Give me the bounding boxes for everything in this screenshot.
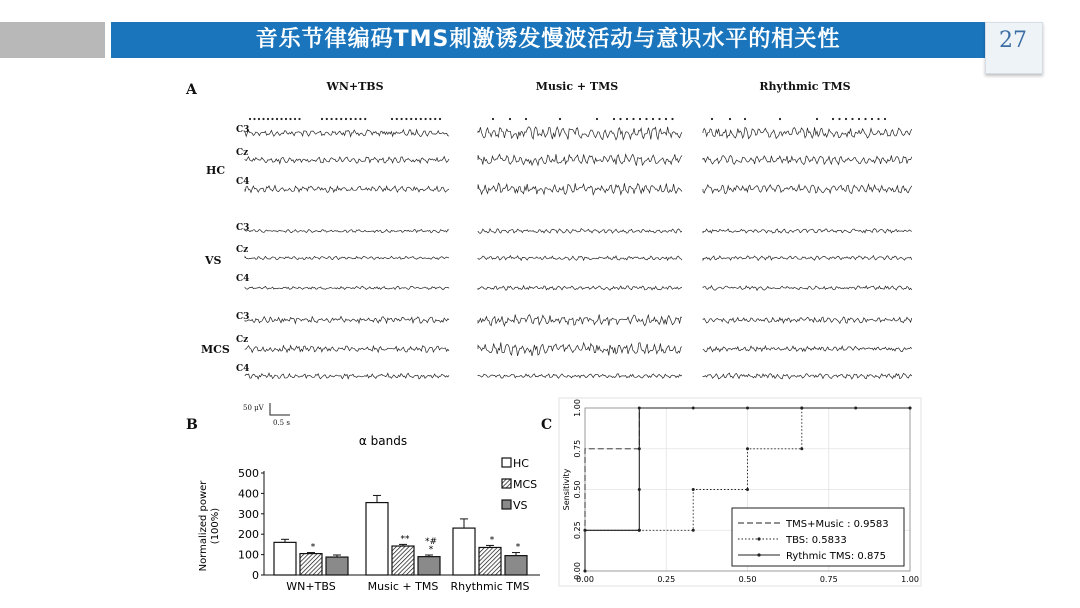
significance-mark: * bbox=[310, 542, 316, 553]
stimulus-dot bbox=[492, 118, 494, 120]
x-tick-label: 0.50 bbox=[738, 575, 757, 584]
roc-point bbox=[800, 447, 803, 450]
stimulus-dot bbox=[355, 118, 357, 120]
slide-title: 音乐节律编码TMS刺激诱发慢波活动与意识水平的相关性 bbox=[255, 27, 841, 52]
stimulus-dot bbox=[434, 118, 436, 120]
channel-label: C3 bbox=[236, 125, 250, 135]
scale-time-label: 0.5 s bbox=[273, 419, 290, 427]
stimulus-dot bbox=[639, 118, 641, 120]
stimulus-dot bbox=[652, 118, 654, 120]
roc-point bbox=[692, 529, 695, 532]
group-label-vs: VS bbox=[205, 254, 222, 267]
stimulus-dot bbox=[645, 118, 647, 120]
eeg-trace bbox=[245, 230, 449, 233]
significance-mark: * bbox=[515, 542, 521, 553]
legend-swatch bbox=[502, 458, 511, 467]
eeg-trace bbox=[478, 127, 682, 140]
y-tick-label: 0.00 bbox=[573, 562, 582, 580]
eeg-trace bbox=[703, 127, 912, 138]
stimulus-dot bbox=[249, 118, 251, 120]
stimulus-dot bbox=[838, 118, 840, 120]
bar bbox=[326, 557, 348, 575]
y-tick-label: 0 bbox=[252, 569, 259, 582]
stimulus-dot bbox=[276, 118, 278, 120]
eeg-trace bbox=[245, 186, 449, 193]
significance-mark: * bbox=[489, 535, 495, 546]
stimulus-dot bbox=[298, 118, 300, 120]
roc-point bbox=[638, 488, 641, 491]
channel-label: C4 bbox=[236, 364, 250, 374]
stimulus-dot bbox=[405, 118, 407, 120]
eeg-trace bbox=[703, 256, 912, 261]
significance-mark: * bbox=[428, 545, 434, 556]
stimulus-dot bbox=[321, 118, 323, 120]
roc-point bbox=[638, 447, 641, 450]
legend-swatch bbox=[502, 479, 511, 488]
roc-point bbox=[746, 447, 749, 450]
roc-point bbox=[746, 488, 749, 491]
bar bbox=[479, 547, 501, 575]
roc-chart bbox=[555, 396, 925, 588]
x-tick-label: Music + TMS bbox=[367, 580, 439, 593]
bar bbox=[366, 503, 388, 575]
eeg-trace bbox=[703, 286, 912, 291]
stimulus-dot bbox=[851, 118, 853, 120]
stimulus-dot bbox=[559, 118, 561, 120]
group-label-hc: HC bbox=[206, 164, 226, 177]
scale-voltage-label: 50 μV bbox=[243, 404, 264, 412]
eeg-trace bbox=[245, 130, 449, 137]
stimulus-dot bbox=[280, 118, 282, 120]
bar bbox=[300, 554, 322, 575]
stimulus-dot bbox=[335, 118, 337, 120]
eeg-trace bbox=[478, 286, 682, 291]
channel-label: C3 bbox=[236, 223, 250, 233]
stimulus-dot bbox=[619, 118, 621, 120]
stimulus-dot bbox=[396, 118, 398, 120]
stimulus-dot bbox=[884, 118, 886, 120]
significance-mark: *# bbox=[424, 537, 438, 548]
stimulus-dot bbox=[350, 118, 352, 120]
channel-label: C4 bbox=[236, 177, 250, 187]
stimulus-dot bbox=[613, 118, 615, 120]
stimulus-dot bbox=[711, 118, 713, 120]
stimulus-dot bbox=[410, 118, 412, 120]
roc-point bbox=[854, 407, 857, 410]
x-tick-label: 0.25 bbox=[657, 575, 676, 584]
stimulus-dot bbox=[779, 118, 781, 120]
channel-label: Cz bbox=[236, 245, 249, 255]
stimulus-dot bbox=[258, 118, 260, 120]
condition-title-rhythmic-tms: Rhythmic TMS bbox=[759, 80, 851, 93]
roc-point bbox=[584, 529, 587, 532]
stimulus-dot bbox=[253, 118, 255, 120]
panel-a-letter: A bbox=[186, 82, 197, 98]
legend-marker bbox=[757, 553, 760, 556]
y-tick-label: 300 bbox=[238, 507, 259, 521]
x-tick-label: 1.00 bbox=[901, 575, 919, 584]
stimulus-dot bbox=[289, 118, 291, 120]
stimulus-dot bbox=[632, 118, 634, 120]
eeg-trace bbox=[245, 157, 449, 164]
eeg-trace bbox=[478, 342, 682, 356]
stimulus-dot bbox=[345, 118, 347, 120]
stimulus-dot bbox=[326, 118, 328, 120]
stimulus-dot bbox=[425, 118, 427, 120]
legend-marker bbox=[757, 537, 760, 540]
stimulus-dot bbox=[359, 118, 361, 120]
eeg-trace bbox=[245, 346, 449, 353]
stimulus-dot bbox=[401, 118, 403, 120]
x-tick-label: 0.00 bbox=[576, 575, 594, 584]
eeg-trace bbox=[478, 374, 682, 378]
stimulus-dot bbox=[729, 118, 731, 120]
y-axis-label: Normalized power(100%) bbox=[198, 480, 221, 572]
y-tick-label: 200 bbox=[238, 528, 259, 542]
scale-bar bbox=[268, 402, 292, 418]
channel-label: C3 bbox=[236, 312, 250, 322]
y-tick-label: 400 bbox=[238, 487, 259, 501]
stimulus-dot bbox=[391, 118, 393, 120]
channel-label: Cz bbox=[236, 148, 249, 158]
chart-title: α bands bbox=[358, 434, 408, 448]
stimulus-dot bbox=[596, 118, 598, 120]
eeg-trace bbox=[703, 317, 912, 324]
stimulus-dot bbox=[294, 118, 296, 120]
bar bbox=[392, 546, 414, 575]
y-tick-label: 0.50 bbox=[573, 480, 582, 499]
stimulus-dot bbox=[420, 118, 422, 120]
stimulus-dot bbox=[665, 118, 667, 120]
roc-point bbox=[692, 488, 695, 491]
stimulus-dot bbox=[364, 118, 366, 120]
bar bbox=[505, 556, 527, 575]
eeg-trace bbox=[478, 154, 682, 165]
legend-label: TBS: 0.5833 bbox=[786, 535, 847, 546]
legend-label: MCS bbox=[513, 478, 538, 491]
eeg-trace bbox=[703, 346, 912, 352]
bar bbox=[274, 542, 296, 575]
y-tick-label: 0.25 bbox=[573, 521, 582, 540]
eeg-trace bbox=[245, 317, 449, 324]
eeg-trace bbox=[245, 286, 449, 290]
eeg-trace bbox=[478, 229, 682, 234]
y-axis-label: Sensitivity bbox=[562, 468, 571, 511]
stimulus-dot bbox=[845, 118, 847, 120]
legend-swatch bbox=[502, 500, 511, 509]
stimulus-dot bbox=[816, 118, 818, 120]
eeg-trace bbox=[703, 373, 912, 379]
bar bbox=[453, 528, 475, 575]
eeg-trace bbox=[478, 256, 682, 261]
eeg-trace bbox=[478, 183, 682, 195]
eeg-trace bbox=[478, 314, 682, 326]
stimulus-dot bbox=[658, 118, 660, 120]
page-number: 27 bbox=[999, 28, 1027, 53]
y-tick-label: 0.75 bbox=[573, 439, 582, 458]
channel-label: C4 bbox=[236, 274, 250, 284]
significance-mark: ** bbox=[400, 534, 410, 545]
roc-point bbox=[909, 407, 912, 410]
stimulus-dot bbox=[671, 118, 673, 120]
x-tick-label: 0.75 bbox=[819, 575, 838, 584]
stimulus-dot bbox=[267, 118, 269, 120]
stimulus-dot bbox=[415, 118, 417, 120]
legend-label: VS bbox=[513, 499, 528, 512]
stimulus-dot bbox=[439, 118, 441, 120]
bar bbox=[418, 557, 440, 575]
roc-point bbox=[638, 407, 641, 410]
stimulus-dot bbox=[626, 118, 628, 120]
stimulus-dot bbox=[271, 118, 273, 120]
stimulus-dot bbox=[331, 118, 333, 120]
stimulus-dot bbox=[871, 118, 873, 120]
stimulus-dot bbox=[262, 118, 264, 120]
stimulus-dot bbox=[858, 118, 860, 120]
roc-point bbox=[584, 570, 587, 573]
y-tick-label: 1.00 bbox=[573, 399, 582, 417]
eeg-trace bbox=[703, 184, 912, 193]
legend-label: TMS+Music : 0.9583 bbox=[786, 519, 889, 530]
y-tick-label: 100 bbox=[238, 548, 259, 562]
legend-label: HC bbox=[513, 457, 529, 470]
eeg-trace bbox=[245, 256, 449, 259]
stimulus-dot bbox=[429, 118, 431, 120]
eeg-trace bbox=[703, 155, 912, 164]
condition-title-wn-tbs: WN+TBS bbox=[326, 80, 384, 93]
y-tick-label: 500 bbox=[238, 467, 259, 480]
x-tick-label: Rhythmic TMS bbox=[450, 580, 530, 593]
stimulus-dot bbox=[285, 118, 287, 120]
stimulus-dot bbox=[744, 118, 746, 120]
roc-point bbox=[638, 529, 641, 532]
channel-label: Cz bbox=[236, 335, 249, 345]
roc-point bbox=[746, 407, 749, 410]
stimulus-dot bbox=[877, 118, 879, 120]
stimulus-dot bbox=[864, 118, 866, 120]
eeg-trace bbox=[245, 373, 449, 379]
stimulus-dot bbox=[525, 118, 527, 120]
group-label-mcs: MCS bbox=[201, 343, 230, 356]
stimulus-dot bbox=[832, 118, 834, 120]
condition-title-music-tms: Music + TMS bbox=[535, 80, 619, 93]
stimulus-dot bbox=[340, 118, 342, 120]
roc-point bbox=[800, 407, 803, 410]
stimulus-dot bbox=[509, 118, 511, 120]
x-tick-label: WN+TBS bbox=[286, 580, 336, 593]
eeg-trace bbox=[703, 229, 912, 233]
bar-chart bbox=[190, 430, 550, 605]
roc-point bbox=[692, 407, 695, 410]
legend-label: Rythmic TMS: 0.875 bbox=[786, 551, 887, 562]
